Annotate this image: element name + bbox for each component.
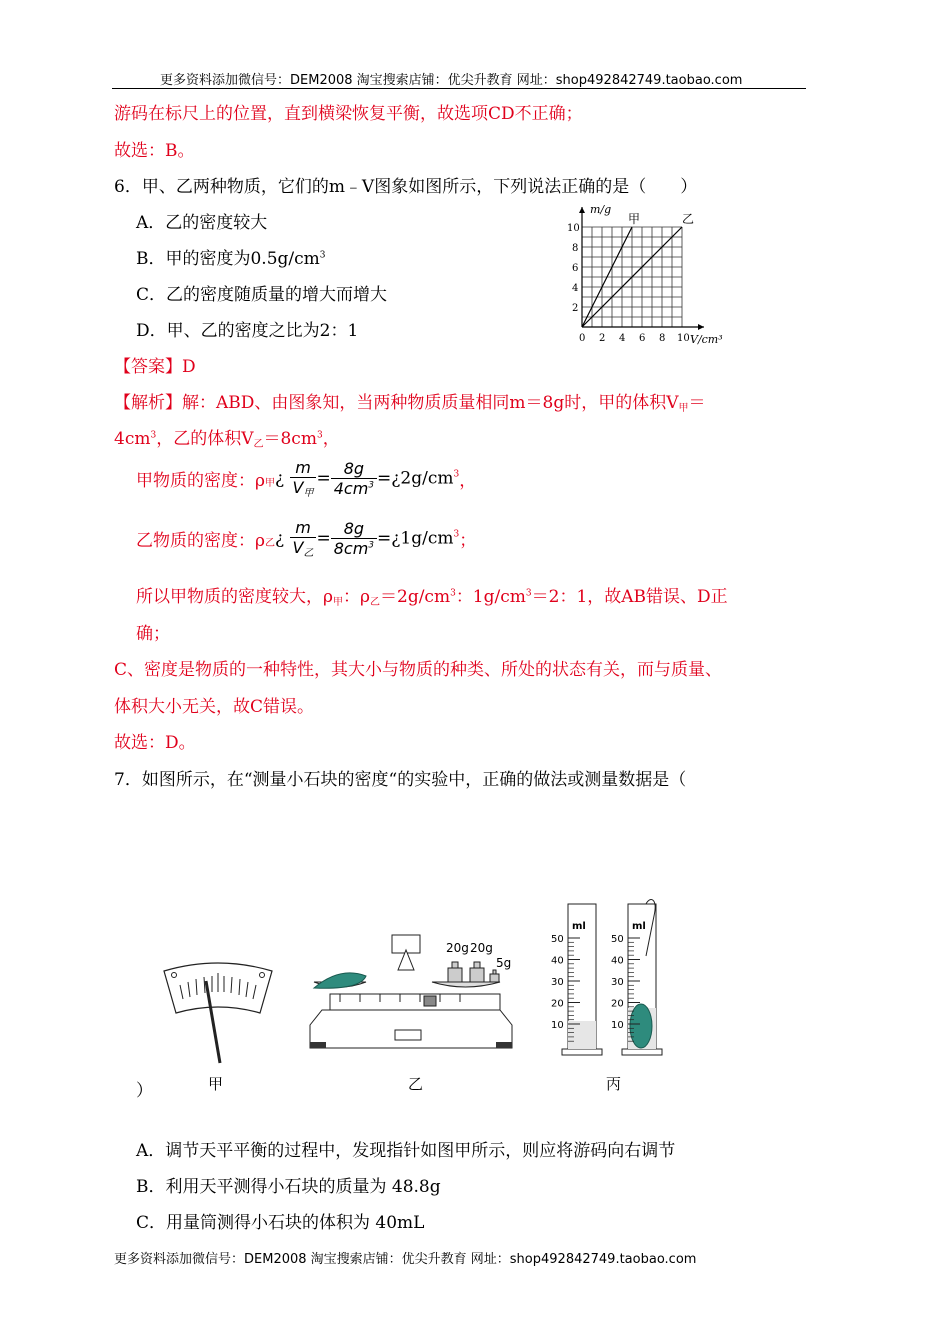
y-tick-label: 6	[572, 263, 579, 274]
q7-option-b: B．利用天平测得小石块的质量为 48.8g	[136, 1177, 441, 1197]
q6-ratio-line2: 确；	[136, 624, 170, 644]
q6-answer: 【答案】D	[114, 357, 196, 377]
header-rule	[112, 88, 806, 89]
q6-option-c: C．乙的密度随质量的增大而增大	[136, 285, 388, 305]
x-tick-label: 0	[579, 333, 586, 344]
q6-option-d: D．甲、乙的密度之比为2：1	[136, 321, 359, 341]
figure-bing-label: 丙	[606, 1075, 622, 1093]
q6-c-analysis-line2: 体积大小无关，故C错误。	[114, 697, 315, 717]
q7-option-c: C．用量筒测得小石块的体积为 40mL	[136, 1213, 425, 1233]
page-header: 更多资料添加微信号：DEM2008 淘宝搜索店铺：优尖升教育 网址：shop492842749.taobao.com	[160, 73, 743, 88]
x-tick-label: 4	[619, 333, 626, 344]
cylinder-tick-label: 20	[551, 998, 564, 1010]
cylinder-tick-label: 30	[611, 977, 624, 988]
fraction-m-over-v-jia: $\frac{m}{V_甲}$	[290, 458, 317, 499]
q7-option-a: A．调节天平平衡的过程中，发现指针如图甲所示，则应将游码向右调节	[136, 1141, 676, 1161]
cylinder-tick-label: 10	[551, 1020, 564, 1031]
fraction-8g-over-4cm3: $\frac{8g}{4cm^3}$	[331, 459, 377, 498]
cylinder-tick-label: 50	[551, 934, 564, 945]
y-tick-label: 8	[572, 243, 579, 254]
q6-ratio-line1: 所以甲物质的密度较大，$\rho_甲$：$\rho_乙=2g/cm^3$：$1g/cm^3=2$：1，故AB错误、D正	[136, 587, 728, 608]
q6-option-a: A．乙的密度较大	[136, 213, 268, 233]
figure-yi-balance	[300, 930, 525, 1055]
cylinder-unit: ml	[572, 921, 586, 932]
y-tick-label: 2	[572, 303, 579, 314]
page-footer: 更多资料添加微信号：DEM2008 淘宝搜索店铺：优尖升教育 网址：shop492842749.taobao.com	[114, 1252, 697, 1267]
weight-label-1: 20g	[446, 941, 469, 955]
cylinder-tick-label: 30	[551, 977, 564, 988]
figure-jia-label: 甲	[208, 1075, 224, 1093]
y-axis-label: m/g	[590, 203, 612, 216]
figure-yi-label: 乙	[408, 1075, 424, 1093]
y-axis-arrow	[579, 207, 585, 213]
q6-analysis-line1: 【解析】解：ABD、由图象知，当两种物质质量相同m＝8g时，甲的体积$V_甲=$	[114, 393, 706, 414]
q6-option-b: B．甲的密度为$0.5g/cm^3$	[136, 249, 326, 269]
weight-label-3: 5g	[496, 956, 512, 970]
q6-analysis-line2: $4cm^3$，乙的体积$V_乙=8cm^3$，	[114, 429, 340, 450]
q7-stem: 7．如图所示，在“测量小石块的密度“的实验中，正确的做法或测量数据是（	[114, 770, 687, 790]
mv-chart	[555, 195, 735, 350]
x-axis-arrow	[698, 324, 704, 330]
q6-stem: 6．甲、乙两种物质，它们的m﹣V图象如图所示，下列说法正确的是（ ）	[114, 177, 698, 197]
figure-jia-pointer-scale	[158, 955, 278, 1070]
series-label-jia: 甲	[628, 212, 641, 226]
cylinder-unit: ml	[632, 921, 646, 932]
q7-stem-close: ）	[136, 1081, 153, 1101]
x-tick-label: 10	[677, 333, 690, 344]
fraction-m-over-v-yi: $\frac{m}{V_乙}$	[290, 518, 317, 559]
weight-label-2: 20g	[470, 941, 493, 955]
x-tick-label: 6	[639, 333, 646, 344]
x-tick-label: 8	[659, 333, 666, 344]
q6-density-jia: 甲物质的密度：$\rho_甲¿$ $\frac{m}{V_甲}$ = $\frac{8g}{4cm^3}$ $=¿2g/cm^3$，	[136, 458, 477, 499]
fraction-8g-over-8cm3: $\frac{8g}{8cm^3}$	[331, 519, 377, 558]
cylinder-tick-label: 50	[611, 934, 624, 945]
q6-density-yi: 乙物质的密度：$\rho_乙¿$ $\frac{m}{V_乙}$ = $\frac{8g}{8cm^3}$ $=¿1g/cm^3$；	[136, 518, 477, 559]
q6-final-answer: 故选：D。	[114, 733, 196, 753]
series-label-yi: 乙	[682, 212, 695, 226]
x-axis-label: V/cm³	[690, 333, 723, 346]
cylinder-tick-label: 40	[611, 955, 624, 967]
y-tick-label: 4	[572, 283, 579, 294]
cylinder-tick-label: 10	[611, 1020, 624, 1031]
chart-labels	[567, 203, 723, 346]
x-tick-label: 2	[599, 333, 606, 344]
y-tick-label: 10	[567, 223, 580, 234]
cylinder-tick-label: 20	[611, 998, 624, 1010]
q6-c-analysis-line1: C、密度是物质的一种特性，其大小与物质的种类、所处的状态有关，而与质量、	[114, 660, 723, 680]
prev-final-answer: 故选：B。	[114, 141, 195, 161]
prev-analysis-line: 游码在标尺上的位置，直到横梁恢复平衡，故选项CD不正确；	[114, 104, 583, 124]
cylinder-tick-label: 40	[551, 955, 564, 967]
figure-bing-cylinders	[550, 896, 670, 1061]
